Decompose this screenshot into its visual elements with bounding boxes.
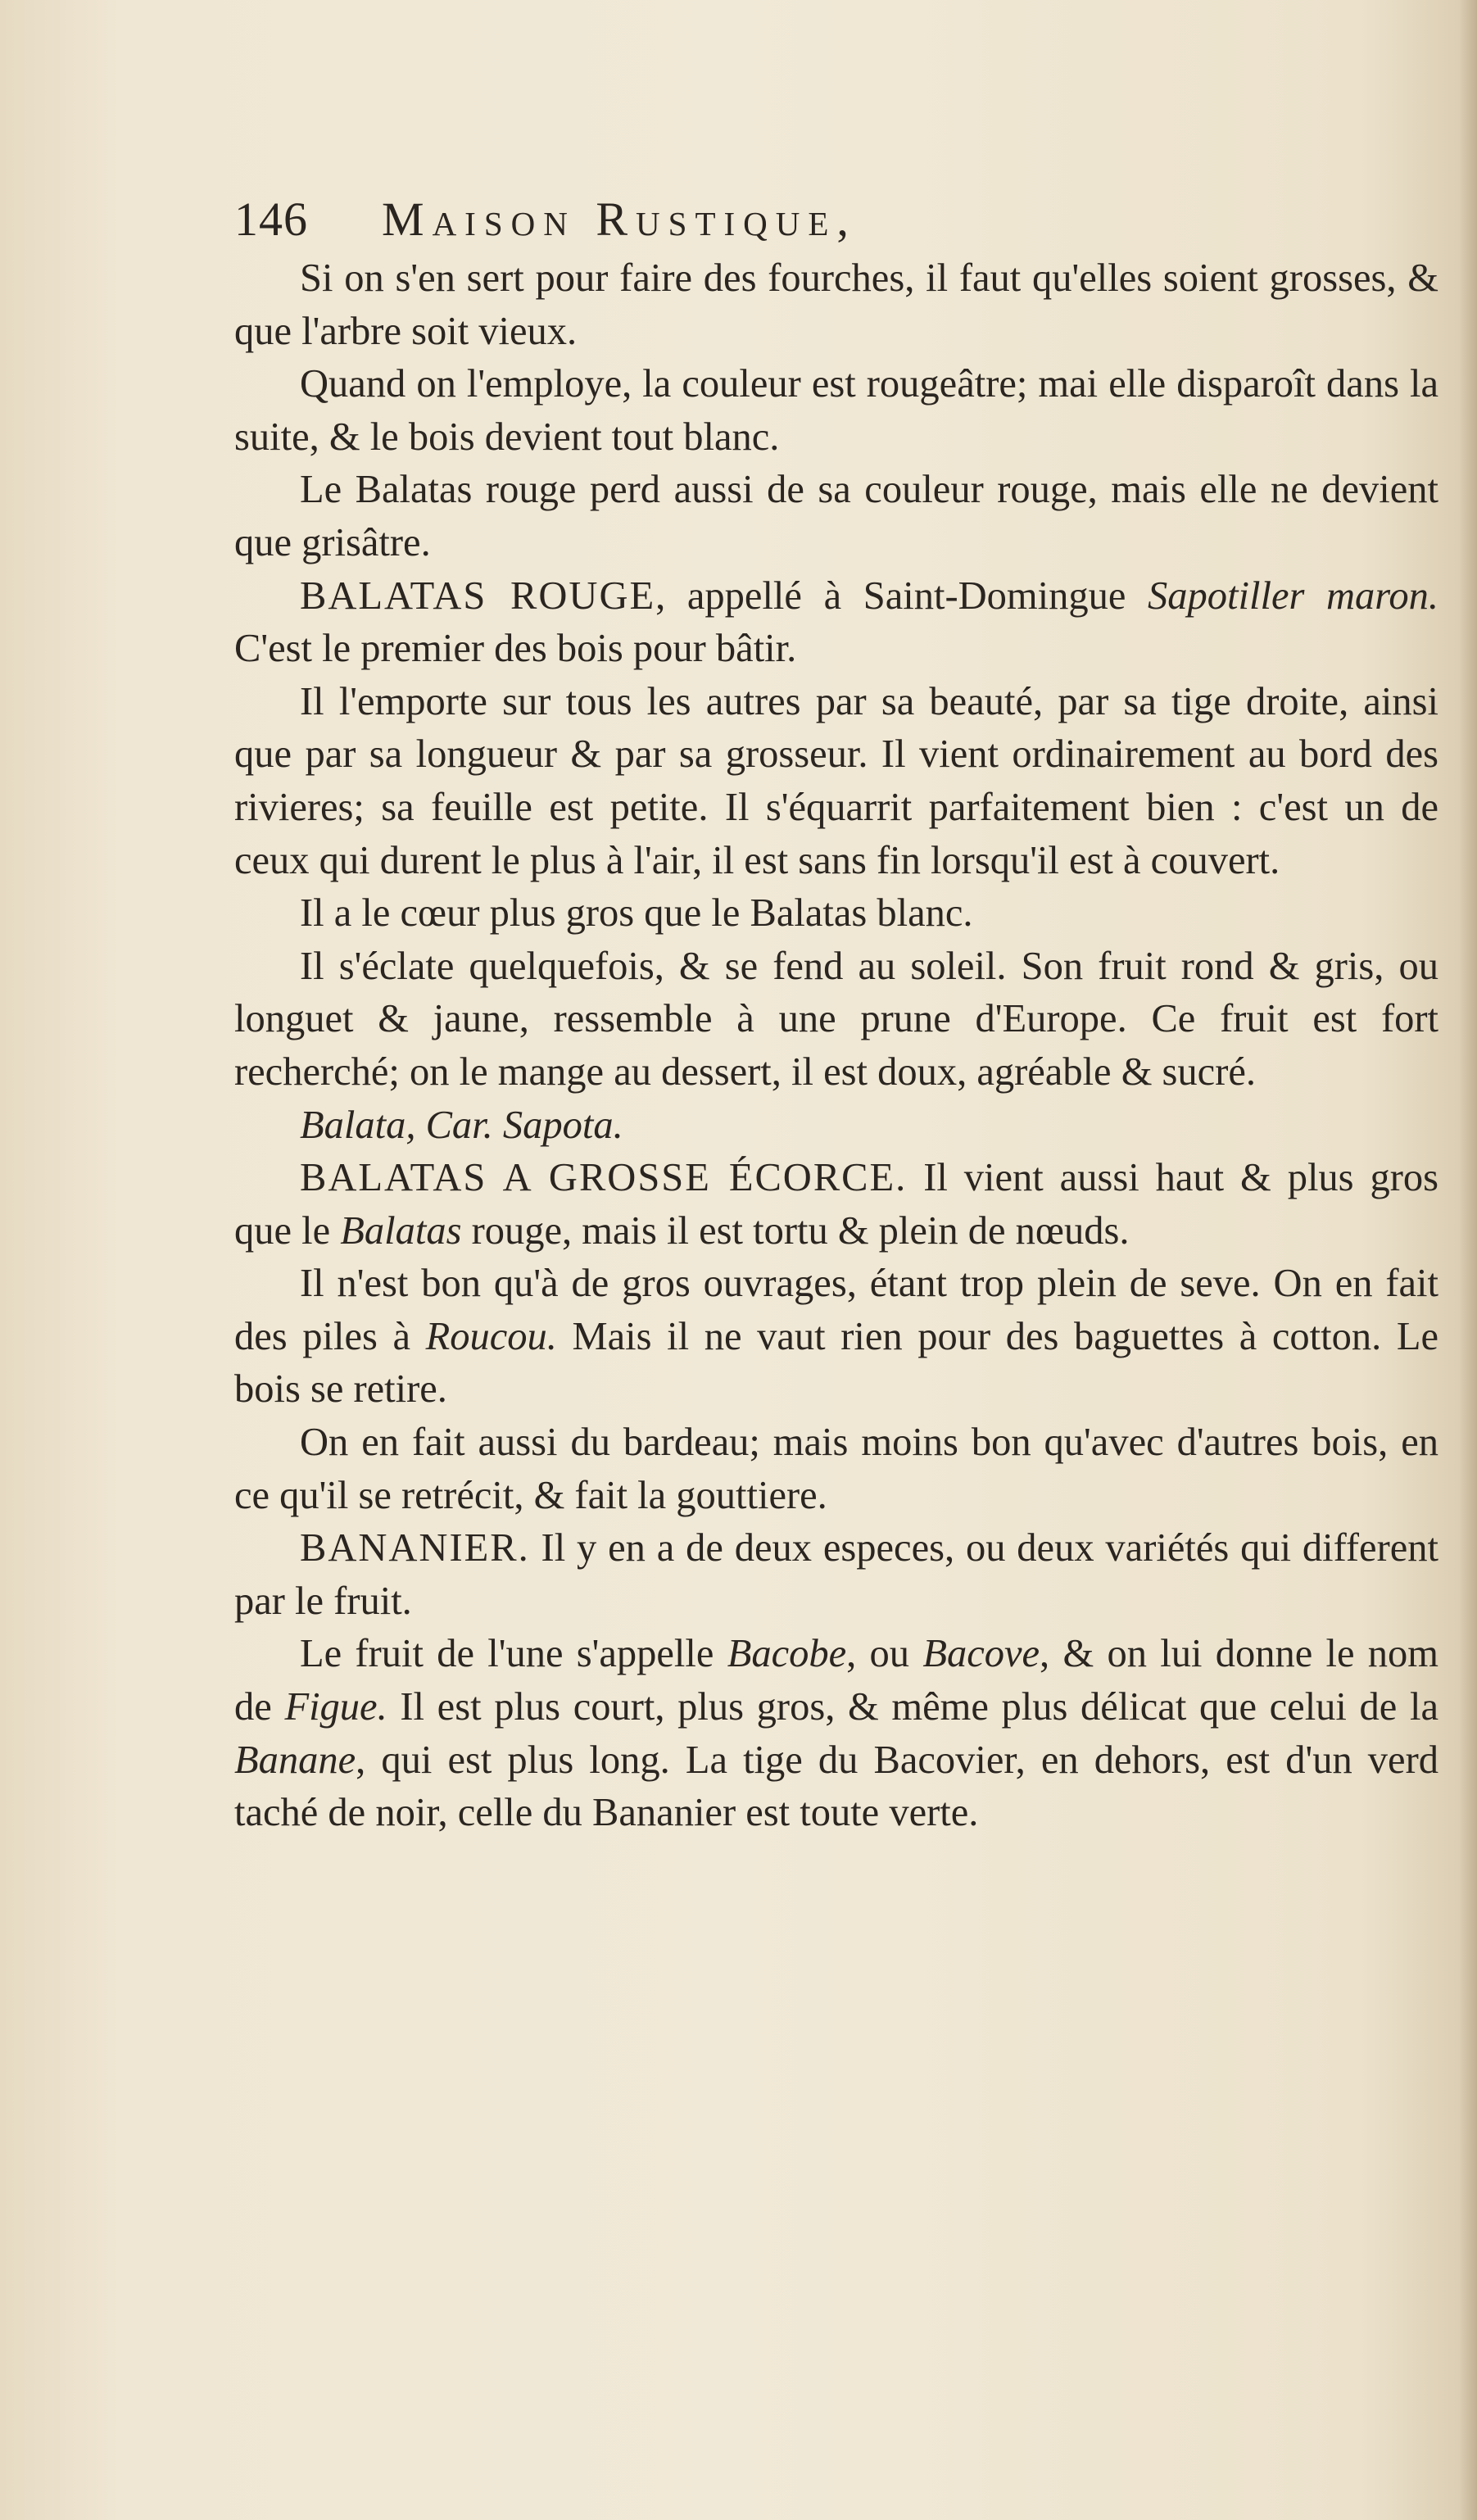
italic-name: Balatas bbox=[340, 1208, 462, 1253]
page-number: 146 bbox=[234, 193, 308, 246]
italic-name: Roucou. bbox=[425, 1314, 557, 1358]
entry-paragraph bbox=[234, 1522, 1438, 1628]
entry-heading: BANANIER. bbox=[300, 1526, 530, 1570]
paragraph bbox=[234, 252, 1438, 358]
paragraph-text: rouge, mais il est tortu & plein de nœuds. bbox=[461, 1208, 1130, 1253]
paragraph-text: Il n'est bon qu'à de gros ouvrages, étant trop plein de seve. On en fait des piles à bbox=[234, 1262, 1438, 1358]
running-head bbox=[234, 187, 1299, 252]
italic-name: Banane bbox=[234, 1738, 356, 1782]
paragraph bbox=[234, 358, 1438, 464]
paragraph bbox=[234, 940, 1438, 1099]
paragraph-text: C'est le premier des bois pour bâtir. bbox=[234, 627, 797, 671]
paragraph-text: , appellé à Saint-Domingue bbox=[655, 573, 1149, 618]
paragraph-text: Le Balatas rouge perd aussi de sa couleur rouge, mais elle ne devient que grisâtre. bbox=[234, 468, 1438, 564]
italic-name: Figue. bbox=[284, 1685, 387, 1729]
paragraph-text: Mais il ne vaut rien pour des baguettes à cotton. Le bois se retire. bbox=[234, 1314, 1438, 1412]
paragraph bbox=[234, 464, 1438, 569]
paragraph-text: Si on s'en sert pour faire des fourches, il faut qu'elles soient grosses, & que l'arbre soit vieux. bbox=[234, 256, 1438, 353]
paragraph-text: Il l'emporte sur tous les autres par sa beauté, par sa tige droite, ainsi que par sa longueur & par sa grosseur. Il vient ordinairement au bord des rivieres; sa feuille est petite. Il s'équarrit parfaitement bien : c'est un de ceux qui durent le plus à l'air, il est sans fin lorsqu'il est à couvert. bbox=[234, 679, 1438, 882]
paragraph-text: Il y en a de deux especes, ou deux variétés qui different par le fruit. bbox=[234, 1526, 1438, 1623]
running-title: Maison Rustique, bbox=[382, 193, 857, 246]
paragraph bbox=[234, 676, 1438, 887]
entry-heading: BALATAS A GROSSE ÉCORCE. bbox=[300, 1156, 908, 1200]
entry-heading: BALATAS ROUGE bbox=[300, 573, 656, 618]
italic-name: Bacobe bbox=[727, 1632, 847, 1676]
botanical-name-line bbox=[234, 1099, 1438, 1153]
paragraph bbox=[234, 887, 1438, 940]
italic-name: Balata, Car. Sapota. bbox=[300, 1103, 623, 1147]
paragraph-text: On en fait aussi du bardeau; mais moins bon qu'avec d'autres bois, en ce qu'il se retrécit, & fait la gouttiere. bbox=[234, 1421, 1438, 1517]
entry-paragraph bbox=[234, 1152, 1438, 1258]
page-edge-shadow bbox=[1459, 0, 1477, 2520]
paragraph-text: , ou bbox=[846, 1632, 923, 1676]
italic-name: Bacove bbox=[922, 1632, 1040, 1676]
paragraph-text: Il vient aussi haut & plus gros que le bbox=[234, 1156, 1439, 1253]
paragraph-text: , & on lui donne le nom de bbox=[234, 1632, 1439, 1729]
paragraph-text: Il est plus court, plus gros, & même plus délicat que celui de la bbox=[387, 1685, 1438, 1729]
paragraph-text: Quand on l'employe, la couleur est rougeâtre; mai elle disparoît dans la suite, & le bois devient tout blanc. bbox=[234, 362, 1438, 459]
paragraph-text: Il s'éclate quelquefois, & se fend au soleil. Son fruit rond & gris, ou longuet & jaune, ressemble à une prune d'Europe. Ce fruit est fort recherché; on le mange au dessert, il est doux, agréable & sucré. bbox=[234, 944, 1438, 1094]
italic-name: Sapotiller maron. bbox=[1148, 573, 1438, 618]
entry-paragraph bbox=[234, 570, 1438, 676]
paragraph-text: Le fruit de l'une s'appelle bbox=[300, 1632, 727, 1676]
paragraph-text: , qui est plus long. La tige du Bacovier, en dehors, est d'un verd taché de noir, celle du Bananier est toute verte. bbox=[234, 1738, 1438, 1835]
paragraph bbox=[234, 1258, 1438, 1416]
paragraph-text: Il a le cœur plus gros que le Balatas blanc. bbox=[300, 891, 973, 936]
body-text bbox=[234, 252, 1438, 1840]
paragraph bbox=[234, 1628, 1438, 1839]
paragraph bbox=[234, 1416, 1438, 1522]
